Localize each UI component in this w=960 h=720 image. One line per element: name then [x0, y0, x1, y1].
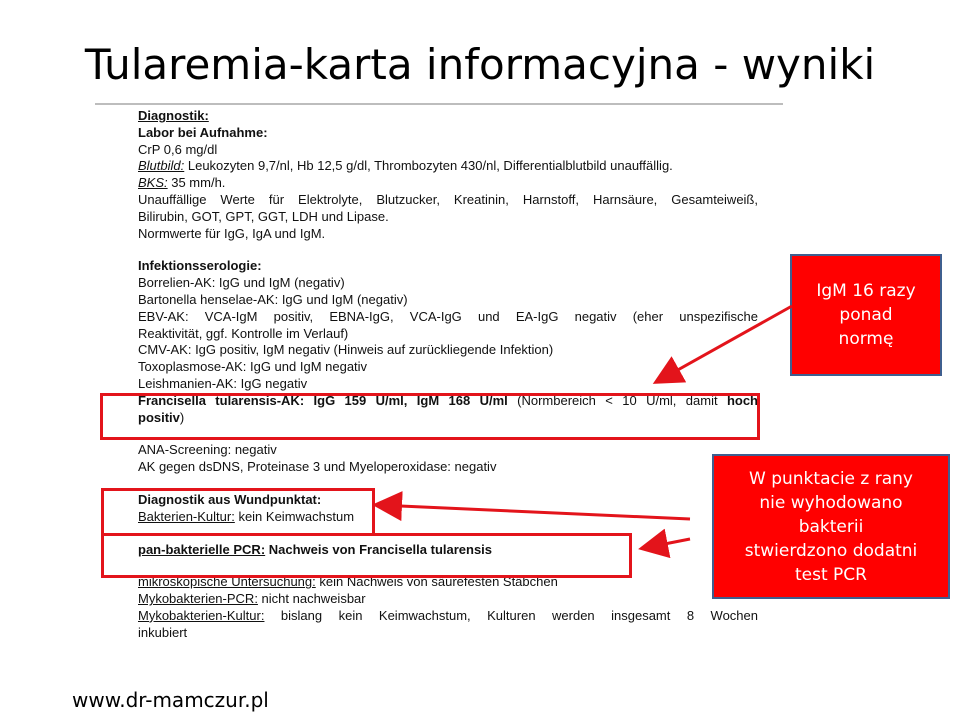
unauffaellige-line-2: Bilirubin, GOT, GPT, GGT, LDH und Lipase.: [138, 208, 389, 224]
ebv-line-2: Reaktivität, ggf. Kontrolle im Verlauf): [138, 325, 349, 341]
crp-line: CrP 0,6 mg/dl: [138, 141, 218, 157]
francisella-positiv: positiv: [138, 409, 180, 425]
francisella-result: Francisella tularensis-AK: IgG 159 U/ml, IgM 168 U/ml: [138, 392, 508, 408]
unauffaellige-line-1: Unauffällige Werte für Elektrolyte, Blutzucker, Kreatinin, Harnstoff, Harnsäure, Gesamteiweiß,: [138, 191, 758, 207]
wundpunktat-heading: Diagnostik aus Wundpunktat:: [138, 491, 322, 507]
myko-kultur-label: Mykobakterien-Kultur:: [138, 607, 265, 623]
blutbild-label: Blutbild:: [138, 158, 185, 174]
toxoplasmose-line: Toxoplasmose-AK: IgG und IgM negativ: [138, 359, 368, 375]
leishmanien-line: Leishmanien-AK: IgG negativ: [138, 375, 308, 391]
pcr-arrow: [644, 539, 690, 548]
francisella-hoch: hoch: [726, 392, 758, 408]
igm-callout-line-2: ponad: [839, 305, 893, 325]
bks-value: 35 mm/h.: [167, 175, 226, 191]
bartonella-line: Bartonella henselae-AK: IgG und IgM (negativ): [138, 291, 408, 307]
normwerte-line: Normwerte für IgG, IgA und IgM.: [138, 225, 326, 241]
myko-pcr-value: nicht nachweisbar: [257, 591, 366, 607]
pcr-label: pan-bakterielle PCR:: [138, 541, 266, 557]
wound-callout-line-3: bakterii: [798, 516, 864, 537]
labor-heading: Labor bei Aufnahme:: [138, 124, 268, 140]
francisella-close: ): [179, 409, 185, 425]
ebv-line-1: EBV-AK: VCA-IgM positiv, EBNA-IgG, VCA-IgG und EA-IgG negativ (eher unspezifische: [138, 308, 758, 324]
myko-pcr-label: Mykobakterien-PCR:: [138, 591, 258, 607]
mikroskopie-value: kein Nachweis von säurefesten Stäbchen: [315, 574, 558, 590]
igm-callout-line-1: IgM 16 razy: [816, 281, 916, 301]
myko-kultur-value: bislang kein Keimwachstum, Kulturen werden insgesamt 8 Wochen: [264, 607, 758, 623]
pcr-value: Nachweis von Francisella tularensis: [265, 541, 493, 557]
diagnostik-heading: Diagnostik:: [138, 108, 209, 123]
dsdna-line: AK gegen dsDNS, Proteinase 3 und Myeloperoxidase: negativ: [138, 459, 497, 475]
cmv-line: CMV-AK: IgG positiv, IgM negativ (Hinweis auf zurückliegende Infektion): [138, 342, 554, 358]
kultur-arrow: [378, 505, 690, 519]
wound-callout-line-2: nie wyhodowano: [759, 492, 903, 513]
slide-title: Tularemia-karta informacyjna - wyniki: [84, 40, 876, 89]
inkubiert-line: inkubiert: [138, 624, 188, 640]
footer-url[interactable]: www.dr-mamczur.pl: [72, 688, 269, 712]
wound-callout-line-4: stwierdzono dodatni: [744, 540, 918, 561]
mikroskopie-label: mikroskopische Untersuchung:: [138, 574, 316, 590]
francisella-normrange: (Normbereich < 10 U/ml, damit: [507, 392, 727, 408]
wound-callout-line-1: W punktacie z rany: [749, 468, 913, 489]
igm-callout-line-3: normę: [838, 329, 894, 349]
bks-label: BKS:: [138, 175, 168, 191]
borrelien-line: Borrelien-AK: IgG und IgM (negativ): [138, 275, 345, 291]
igm-arrow: [658, 306, 792, 381]
ana-line: ANA-Screening: negativ: [138, 442, 277, 458]
bakterien-kultur-label: Bakterien-Kultur:: [138, 508, 235, 524]
serologie-heading: Infektionsserologie:: [138, 258, 262, 274]
wound-callout-line-5: test PCR: [795, 564, 867, 585]
blutbild-value: Leukozyten 9,7/nl, Hb 12,5 g/dl, Thrombozyten 430/nl, Differentialblutbild unauffällig.: [184, 158, 673, 174]
bakterien-kultur-value: kein Keimwachstum: [234, 508, 355, 524]
